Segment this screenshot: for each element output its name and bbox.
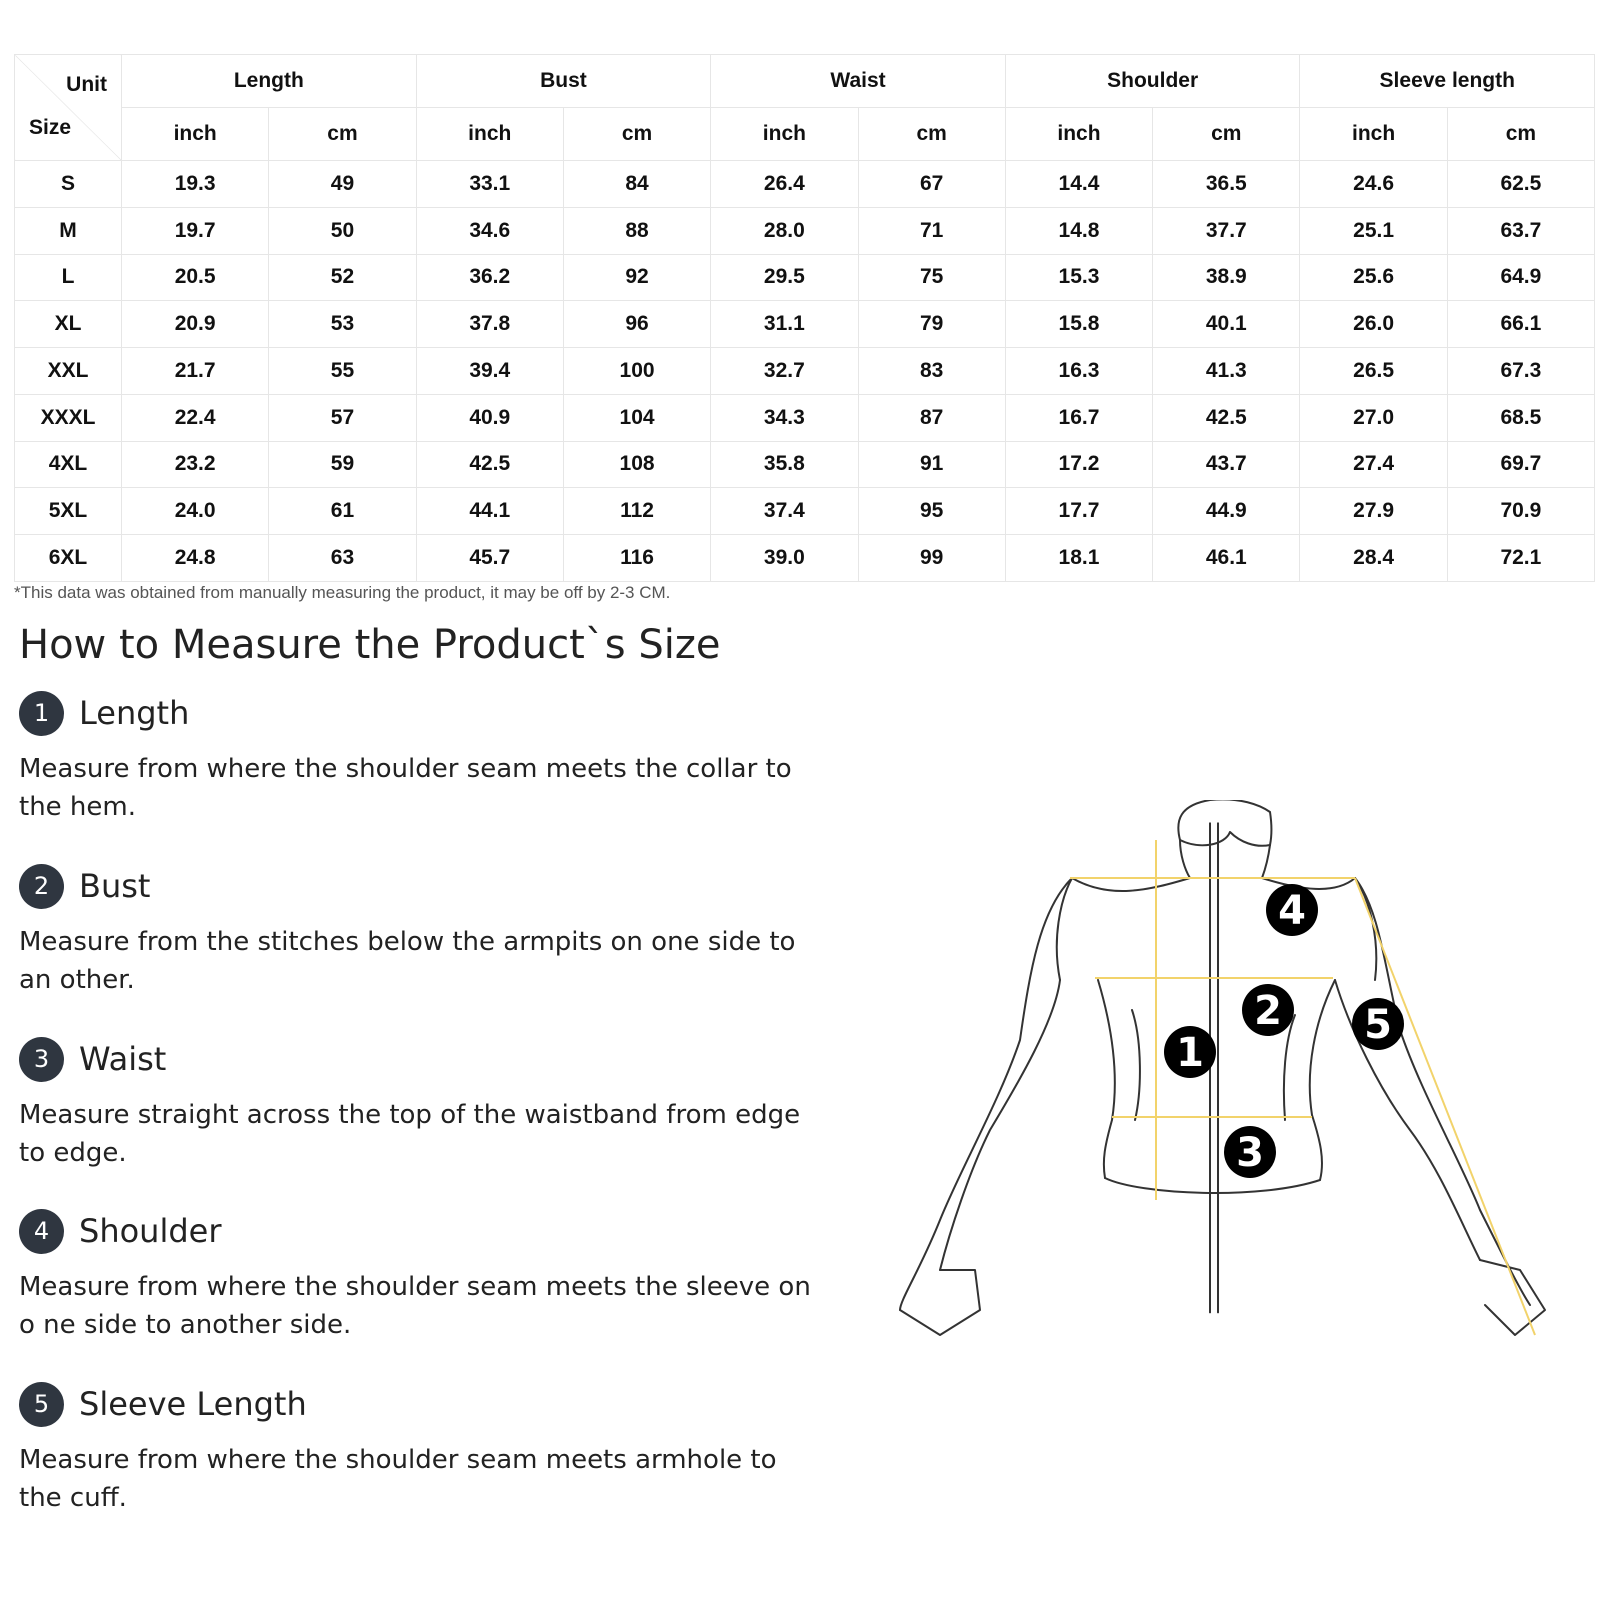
- value-cell: 55: [269, 348, 416, 395]
- value-cell: 37.4: [711, 488, 858, 535]
- value-cell: 75: [858, 254, 1005, 301]
- step-bust: [19, 863, 819, 999]
- value-cell: 28.0: [711, 207, 858, 254]
- value-cell: 19.7: [122, 207, 269, 254]
- value-cell: 66.1: [1447, 301, 1594, 348]
- value-cell: 36.2: [416, 254, 563, 301]
- value-cell: 38.9: [1153, 254, 1300, 301]
- svg-text:2: 2: [1254, 988, 1282, 1034]
- value-cell: 64.9: [1447, 254, 1594, 301]
- value-cell: 88: [563, 207, 710, 254]
- value-cell: 99: [858, 535, 1005, 582]
- unit-header: cm: [269, 108, 416, 161]
- size-cell: 4XL: [15, 441, 122, 488]
- value-cell: 17.2: [1005, 441, 1152, 488]
- table-row: [15, 441, 1595, 488]
- table-header-group-row: [15, 55, 1595, 108]
- step-description: Measure from where the shoulder seam meets the collar to the hem.: [19, 754, 792, 822]
- diagram-markers: [1164, 884, 1404, 1178]
- value-cell: 40.9: [416, 394, 563, 441]
- table-row: [15, 348, 1595, 395]
- group-header-waist: Waist: [711, 55, 1006, 108]
- value-cell: 27.9: [1300, 488, 1447, 535]
- value-cell: 108: [563, 441, 710, 488]
- size-cell: M: [15, 207, 122, 254]
- value-cell: 26.5: [1300, 348, 1447, 395]
- size-cell: XL: [15, 301, 122, 348]
- step-title: Waist: [79, 1040, 167, 1078]
- step-shoulder: [19, 1208, 819, 1344]
- corner-unit-label: Unit: [66, 73, 107, 96]
- value-cell: 25.6: [1300, 254, 1447, 301]
- value-cell: 24.0: [122, 488, 269, 535]
- size-table: [14, 54, 1595, 582]
- step-description: Measure from where the shoulder seam meets armhole to the cuff.: [19, 1445, 777, 1513]
- marker-5: [1352, 998, 1404, 1050]
- unit-header: inch: [1300, 108, 1447, 161]
- value-cell: 15.3: [1005, 254, 1152, 301]
- step-description: Measure from the stitches below the armpits on one side to an other.: [19, 927, 796, 995]
- value-cell: 28.4: [1300, 535, 1447, 582]
- value-cell: 79: [858, 301, 1005, 348]
- table-row: [15, 535, 1595, 582]
- value-cell: 53: [269, 301, 416, 348]
- value-cell: 96: [563, 301, 710, 348]
- step-description: Measure straight across the top of the waistband from edge to edge.: [19, 1100, 801, 1168]
- marker-4: [1266, 884, 1318, 936]
- step-length: [19, 690, 819, 826]
- step-title: Sleeve Length: [79, 1385, 307, 1423]
- value-cell: 91: [858, 441, 1005, 488]
- value-cell: 49: [269, 161, 416, 208]
- value-cell: 50: [269, 207, 416, 254]
- table-row: [15, 301, 1595, 348]
- value-cell: 16.3: [1005, 348, 1152, 395]
- value-cell: 35.8: [711, 441, 858, 488]
- marker-3: [1224, 1126, 1276, 1178]
- value-cell: 32.7: [711, 348, 858, 395]
- group-header-bust: Bust: [416, 55, 711, 108]
- group-header-length: Length: [122, 55, 417, 108]
- value-cell: 42.5: [416, 441, 563, 488]
- marker-1: [1164, 1026, 1216, 1078]
- size-cell: XXXL: [15, 394, 122, 441]
- value-cell: 24.6: [1300, 161, 1447, 208]
- value-cell: 44.1: [416, 488, 563, 535]
- table-header-unit-row: [15, 108, 1595, 161]
- svg-text:5: 5: [1364, 1002, 1392, 1048]
- group-header-shoulder: Shoulder: [1005, 55, 1300, 108]
- value-cell: 67.3: [1447, 348, 1594, 395]
- svg-text:3: 3: [1236, 1130, 1264, 1176]
- value-cell: 27.4: [1300, 441, 1447, 488]
- value-cell: 26.4: [711, 161, 858, 208]
- step-title: Length: [79, 694, 190, 732]
- unit-header: inch: [416, 108, 563, 161]
- table-row: [15, 254, 1595, 301]
- unit-header: cm: [858, 108, 1005, 161]
- value-cell: 95: [858, 488, 1005, 535]
- value-cell: 70.9: [1447, 488, 1594, 535]
- table-row: [15, 488, 1595, 535]
- step-sleeve-length: [19, 1381, 819, 1517]
- value-cell: 45.7: [416, 535, 563, 582]
- step-waist: [19, 1036, 819, 1172]
- value-cell: 14.4: [1005, 161, 1152, 208]
- value-cell: 25.1: [1300, 207, 1447, 254]
- step-title: Bust: [79, 867, 151, 905]
- jacket-measurement-diagram: [880, 800, 1580, 1360]
- value-cell: 100: [563, 348, 710, 395]
- size-cell: 6XL: [15, 535, 122, 582]
- value-cell: 17.7: [1005, 488, 1152, 535]
- step-number-badge: 2: [19, 864, 64, 909]
- value-cell: 68.5: [1447, 394, 1594, 441]
- unit-header: inch: [1005, 108, 1152, 161]
- value-cell: 59: [269, 441, 416, 488]
- svg-text:4: 4: [1278, 888, 1306, 934]
- value-cell: 24.8: [122, 535, 269, 582]
- value-cell: 41.3: [1153, 348, 1300, 395]
- value-cell: 27.0: [1300, 394, 1447, 441]
- value-cell: 63.7: [1447, 207, 1594, 254]
- size-cell: S: [15, 161, 122, 208]
- size-cell: XXL: [15, 348, 122, 395]
- group-header-sleeve-length: Sleeve length: [1300, 55, 1595, 108]
- step-number-badge: 1: [19, 691, 64, 736]
- value-cell: 84: [563, 161, 710, 208]
- value-cell: 116: [563, 535, 710, 582]
- value-cell: 39.0: [711, 535, 858, 582]
- value-cell: 87: [858, 394, 1005, 441]
- value-cell: 33.1: [416, 161, 563, 208]
- value-cell: 37.8: [416, 301, 563, 348]
- value-cell: 57: [269, 394, 416, 441]
- value-cell: 20.5: [122, 254, 269, 301]
- value-cell: 44.9: [1153, 488, 1300, 535]
- value-cell: 14.8: [1005, 207, 1152, 254]
- step-title: Shoulder: [79, 1212, 222, 1250]
- value-cell: 39.4: [416, 348, 563, 395]
- howto-title: How to Measure the Product`s Size: [19, 622, 721, 668]
- table-row: [15, 394, 1595, 441]
- value-cell: 61: [269, 488, 416, 535]
- value-cell: 71: [858, 207, 1005, 254]
- value-cell: 67: [858, 161, 1005, 208]
- corner-size-label: Size: [29, 116, 72, 139]
- table-corner-cell: [15, 55, 122, 161]
- table-row: [15, 207, 1595, 254]
- value-cell: 31.1: [711, 301, 858, 348]
- value-cell: 21.7: [122, 348, 269, 395]
- step-number-badge: 3: [19, 1037, 64, 1082]
- size-cell: 5XL: [15, 488, 122, 535]
- value-cell: 83: [858, 348, 1005, 395]
- table-body: [15, 161, 1595, 582]
- value-cell: 23.2: [122, 441, 269, 488]
- value-cell: 22.4: [122, 394, 269, 441]
- value-cell: 15.8: [1005, 301, 1152, 348]
- value-cell: 43.7: [1153, 441, 1300, 488]
- value-cell: 72.1: [1447, 535, 1594, 582]
- value-cell: 20.9: [122, 301, 269, 348]
- svg-text:1: 1: [1176, 1030, 1204, 1076]
- unit-header: cm: [563, 108, 710, 161]
- value-cell: 40.1: [1153, 301, 1300, 348]
- unit-header: cm: [1447, 108, 1594, 161]
- jacket-outline: [900, 800, 1545, 1335]
- value-cell: 62.5: [1447, 161, 1594, 208]
- value-cell: 16.7: [1005, 394, 1152, 441]
- value-cell: 37.7: [1153, 207, 1300, 254]
- value-cell: 19.3: [122, 161, 269, 208]
- step-number-badge: 4: [19, 1209, 64, 1254]
- value-cell: 18.1: [1005, 535, 1152, 582]
- step-number-badge: 5: [19, 1382, 64, 1427]
- table-row: [15, 161, 1595, 208]
- value-cell: 112: [563, 488, 710, 535]
- value-cell: 42.5: [1153, 394, 1300, 441]
- value-cell: 69.7: [1447, 441, 1594, 488]
- value-cell: 29.5: [711, 254, 858, 301]
- step-description: Measure from where the shoulder seam meets the sleeve on o ne side to another side.: [19, 1272, 811, 1340]
- value-cell: 36.5: [1153, 161, 1300, 208]
- value-cell: 34.3: [711, 394, 858, 441]
- size-cell: L: [15, 254, 122, 301]
- unit-header: inch: [711, 108, 858, 161]
- value-cell: 26.0: [1300, 301, 1447, 348]
- value-cell: 52: [269, 254, 416, 301]
- value-cell: 104: [563, 394, 710, 441]
- unit-header: cm: [1153, 108, 1300, 161]
- marker-2: [1242, 984, 1294, 1036]
- measurement-note: *This data was obtained from manually measuring the product, it may be off by 2-3 CM.: [14, 583, 671, 602]
- value-cell: 46.1: [1153, 535, 1300, 582]
- value-cell: 92: [563, 254, 710, 301]
- value-cell: 63: [269, 535, 416, 582]
- value-cell: 34.6: [416, 207, 563, 254]
- unit-header: inch: [122, 108, 269, 161]
